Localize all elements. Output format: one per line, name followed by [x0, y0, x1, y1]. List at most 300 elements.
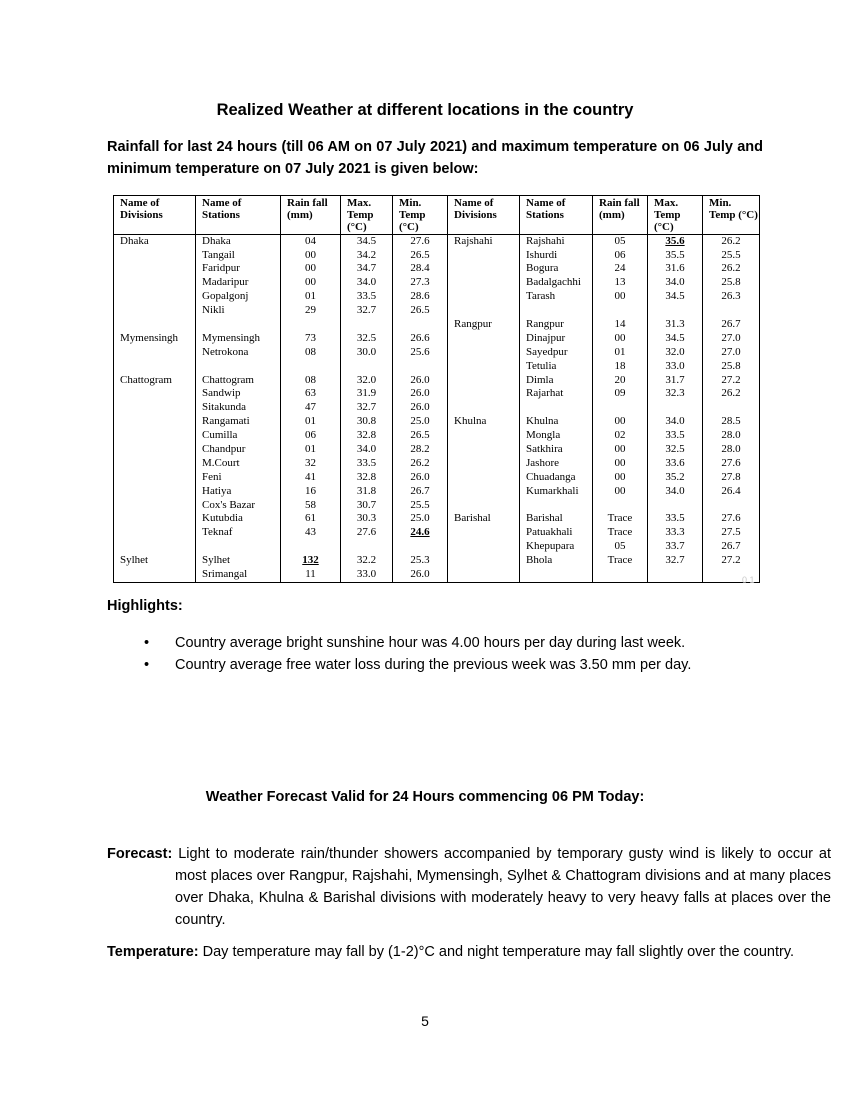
max-temp-cell: [648, 304, 703, 318]
page-number: 5: [421, 1013, 429, 1029]
station-cell: Khulna: [520, 415, 593, 429]
division-cell: [114, 471, 196, 485]
header-stations: Name of Stations: [196, 196, 281, 235]
max-temp-cell: [648, 568, 703, 583]
rainfall-cell: 61: [281, 512, 341, 526]
rainfall-cell: [593, 499, 648, 513]
min-temp-cell: 26.7: [393, 485, 448, 499]
max-temp-cell: 32.0: [341, 374, 393, 388]
station-cell: Netrokona: [196, 346, 281, 360]
rainfall-cell: [593, 568, 648, 583]
forecast-paragraph: [107, 843, 831, 931]
table-row: [114, 443, 760, 457]
station-cell: Gopalgonj: [196, 290, 281, 304]
min-temp-cell: 24.6: [393, 526, 448, 540]
max-temp-cell: 34.0: [341, 443, 393, 457]
rainfall-cell: 00: [593, 415, 648, 429]
min-temp-cell: 26.2: [393, 457, 448, 471]
station-cell: Sitakunda: [196, 401, 281, 415]
rainfall-cell: 09: [593, 387, 648, 401]
division-cell: [114, 512, 196, 526]
highlights-list: [140, 632, 691, 676]
max-temp-cell: 31.8: [341, 485, 393, 499]
max-temp-cell: [341, 318, 393, 332]
table-body: [114, 234, 760, 582]
division-cell: [114, 415, 196, 429]
station-cell: Tangail: [196, 249, 281, 263]
rainfall-cell: 32: [281, 457, 341, 471]
division-cell: [114, 443, 196, 457]
rainfall-cell: 01: [281, 290, 341, 304]
min-temp-cell: 28.0: [703, 429, 760, 443]
min-temp-cell: 26.2: [703, 387, 760, 401]
table-row: [114, 387, 760, 401]
max-temp-cell: 34.7: [341, 262, 393, 276]
station-cell: Nikli: [196, 304, 281, 318]
rainfall-cell: 29: [281, 304, 341, 318]
forecast-title: Weather Forecast Valid for 24 Hours commencing 06 PM Today:: [205, 789, 645, 805]
rainfall-cell: Trace: [593, 554, 648, 568]
min-temp-cell: 26.5: [393, 429, 448, 443]
rainfall-cell: 00: [281, 249, 341, 263]
table-row: [114, 360, 760, 374]
table-row: [114, 540, 760, 554]
min-temp-cell: 27.6: [703, 512, 760, 526]
division-cell: [448, 387, 520, 401]
station-cell: Rajarhat: [520, 387, 593, 401]
max-temp-cell: [341, 360, 393, 374]
max-temp-cell: 31.3: [648, 318, 703, 332]
rainfall-cell: 00: [593, 485, 648, 499]
division-cell: [114, 401, 196, 415]
table-row: [114, 290, 760, 304]
division-cell: [114, 429, 196, 443]
max-temp-cell: 32.5: [648, 443, 703, 457]
min-temp-cell: 27.0: [703, 332, 760, 346]
min-temp-cell: 25.8: [703, 360, 760, 374]
rainfall-cell: 73: [281, 332, 341, 346]
table-row: [114, 485, 760, 499]
min-temp-cell: 28.2: [393, 443, 448, 457]
rainfall-cell: 01: [281, 443, 341, 457]
table-row: [114, 526, 760, 540]
division-cell: [114, 568, 196, 583]
page-title: Realized Weather at different locations in the country: [216, 101, 634, 119]
station-cell: Dhaka: [196, 234, 281, 248]
min-temp-cell: 25.5: [703, 249, 760, 263]
station-cell: Srimangal: [196, 568, 281, 583]
station-cell: Chuadanga: [520, 471, 593, 485]
max-temp-cell: 33.5: [648, 512, 703, 526]
header-min-temp: Min. Temp (°C): [393, 196, 448, 235]
max-temp-cell: 33.5: [648, 429, 703, 443]
station-cell: Cumilla: [196, 429, 281, 443]
max-temp-cell: 30.0: [341, 346, 393, 360]
min-temp-cell: 26.7: [703, 540, 760, 554]
table-row: [114, 457, 760, 471]
highlight-item: • Country average free water loss during the previous week was 3.50 mm per day.: [140, 654, 691, 676]
min-temp-cell: 25.0: [393, 512, 448, 526]
bullet-icon: •: [144, 657, 150, 673]
max-temp-cell: 31.6: [648, 262, 703, 276]
rainfall-cell: 08: [281, 346, 341, 360]
max-temp-cell: 32.7: [341, 401, 393, 415]
division-cell: [448, 360, 520, 374]
rainfall-cell: 132: [281, 554, 341, 568]
forecast-label: Forecast:: [107, 846, 173, 862]
max-temp-cell: 34.5: [648, 290, 703, 304]
station-cell: [520, 499, 593, 513]
rainfall-cell: 20: [593, 374, 648, 388]
rainfall-cell: [281, 360, 341, 374]
table-row: [114, 276, 760, 290]
division-cell: [448, 443, 520, 457]
table-header-row: [114, 196, 760, 235]
division-cell: Rangpur: [448, 318, 520, 332]
division-cell: [448, 568, 520, 583]
min-temp-cell: 27.5: [703, 526, 760, 540]
max-temp-cell: 30.7: [341, 499, 393, 513]
min-temp-cell: 26.0: [393, 401, 448, 415]
station-cell: M.Court: [196, 457, 281, 471]
min-temp-cell: [393, 540, 448, 554]
rainfall-cell: Trace: [593, 526, 648, 540]
min-temp-cell: 27.2: [703, 554, 760, 568]
station-cell: Faridpur: [196, 262, 281, 276]
station-cell: Patuakhali: [520, 526, 593, 540]
table-row: [114, 332, 760, 346]
rainfall-cell: 18: [593, 360, 648, 374]
station-cell: Jashore: [520, 457, 593, 471]
table-row: [114, 304, 760, 318]
header-max-temp: Max. Temp (°C): [648, 196, 703, 235]
division-cell: [448, 429, 520, 443]
division-cell: [448, 249, 520, 263]
division-cell: [114, 318, 196, 332]
min-temp-cell: 27.8: [703, 471, 760, 485]
rainfall-cell: Trace: [593, 512, 648, 526]
station-cell: Chattogram: [196, 374, 281, 388]
table-row: [114, 512, 760, 526]
rainfall-cell: 06: [593, 249, 648, 263]
header-rainfall: Rain fall (mm): [281, 196, 341, 235]
bullet-icon: •: [144, 635, 150, 651]
rainfall-cell: 00: [593, 471, 648, 485]
header-divisions: Name of Divisions: [448, 196, 520, 235]
min-temp-cell: 26.0: [393, 471, 448, 485]
rainfall-cell: 00: [593, 443, 648, 457]
table-row: [114, 374, 760, 388]
max-temp-cell: 33.3: [648, 526, 703, 540]
station-cell: Hatiya: [196, 485, 281, 499]
division-cell: [114, 485, 196, 499]
division-cell: Chattogram: [114, 374, 196, 388]
header-stations: Name of Stations: [520, 196, 593, 235]
division-cell: [448, 276, 520, 290]
max-temp-cell: 33.7: [648, 540, 703, 554]
min-temp-cell: 27.6: [703, 457, 760, 471]
min-temp-cell: 26.0: [393, 568, 448, 583]
table-row: [114, 262, 760, 276]
max-temp-cell: 33.6: [648, 457, 703, 471]
division-cell: [114, 499, 196, 513]
min-temp-cell: 26.0: [393, 374, 448, 388]
table-row: [114, 568, 760, 583]
max-temp-cell: [341, 540, 393, 554]
station-cell: Kutubdia: [196, 512, 281, 526]
division-cell: Rajshahi: [448, 234, 520, 248]
min-temp-cell: 25.5: [393, 499, 448, 513]
max-temp-cell: 32.8: [341, 429, 393, 443]
rainfall-cell: 14: [593, 318, 648, 332]
station-cell: [196, 360, 281, 374]
header-rainfall: Rain fall (mm): [593, 196, 648, 235]
station-cell: [196, 318, 281, 332]
max-temp-cell: 32.8: [341, 471, 393, 485]
max-temp-cell: 33.0: [648, 360, 703, 374]
rainfall-cell: 24: [593, 262, 648, 276]
table-row: [114, 499, 760, 513]
max-temp-cell: 32.2: [341, 554, 393, 568]
division-cell: [114, 290, 196, 304]
division-cell: [114, 249, 196, 263]
max-temp-cell: [648, 499, 703, 513]
division-cell: Dhaka: [114, 234, 196, 248]
max-temp-cell: 33.0: [341, 568, 393, 583]
station-cell: [520, 304, 593, 318]
table-row: [114, 346, 760, 360]
min-temp-cell: [703, 401, 760, 415]
station-cell: Chandpur: [196, 443, 281, 457]
rainfall-cell: 13: [593, 276, 648, 290]
division-cell: [448, 262, 520, 276]
division-cell: [448, 401, 520, 415]
division-cell: [448, 554, 520, 568]
max-temp-cell: 33.5: [341, 290, 393, 304]
rainfall-cell: 05: [593, 234, 648, 248]
division-cell: [114, 276, 196, 290]
temperature-label: Temperature:: [107, 944, 199, 960]
min-temp-cell: 28.5: [703, 415, 760, 429]
division-cell: [448, 499, 520, 513]
max-temp-cell: 34.5: [648, 332, 703, 346]
division-cell: Mymensingh: [114, 332, 196, 346]
table-row: [114, 415, 760, 429]
station-cell: Teknaf: [196, 526, 281, 540]
division-cell: [114, 387, 196, 401]
temperature-paragraph: [107, 941, 850, 963]
min-temp-cell: 26.5: [393, 304, 448, 318]
station-cell: Sylhet: [196, 554, 281, 568]
station-cell: Satkhira: [520, 443, 593, 457]
min-temp-cell: 28.4: [393, 262, 448, 276]
division-cell: [114, 540, 196, 554]
station-cell: Bhola: [520, 554, 593, 568]
division-cell: [114, 346, 196, 360]
rainfall-cell: 11: [281, 568, 341, 583]
min-temp-cell: 27.0: [703, 346, 760, 360]
max-temp-cell: 35.2: [648, 471, 703, 485]
rainfall-cell: 58: [281, 499, 341, 513]
station-cell: Sayedpur: [520, 346, 593, 360]
rainfall-cell: 01: [281, 415, 341, 429]
min-temp-cell: [393, 318, 448, 332]
division-cell: [114, 262, 196, 276]
division-cell: [448, 304, 520, 318]
max-temp-cell: 31.9: [341, 387, 393, 401]
min-temp-cell: 26.2: [703, 262, 760, 276]
min-temp-cell: 26.6: [393, 332, 448, 346]
rainfall-cell: [281, 318, 341, 332]
station-cell: Mymensingh: [196, 332, 281, 346]
table-row: [114, 554, 760, 568]
min-temp-cell: 27.2: [703, 374, 760, 388]
station-cell: Kumarkhali: [520, 485, 593, 499]
rainfall-cell: 08: [281, 374, 341, 388]
rainfall-cell: [281, 540, 341, 554]
min-temp-cell: 25.8: [703, 276, 760, 290]
division-cell: Barishal: [448, 512, 520, 526]
station-cell: Madaripur: [196, 276, 281, 290]
table-row: [114, 429, 760, 443]
division-cell: [448, 471, 520, 485]
rainfall-cell: 41: [281, 471, 341, 485]
min-temp-cell: 25.0: [393, 415, 448, 429]
intro-paragraph: Rainfall for last 24 hours (till 06 AM on 07 July 2021) and maximum temperature on 06 July and minimum temperature on 07 July 2021 is given below:: [107, 139, 763, 177]
rainfall-cell: [593, 304, 648, 318]
station-cell: Dimla: [520, 374, 593, 388]
station-cell: Khepupara: [520, 540, 593, 554]
table-row: [114, 249, 760, 263]
max-temp-cell: 34.0: [341, 276, 393, 290]
temperature-text: Day temperature may fall by (1-2)°C and night temperature may fall slightly over the country.: [202, 944, 795, 960]
rainfall-cell: 00: [593, 290, 648, 304]
division-cell: [114, 526, 196, 540]
min-temp-cell: 26.5: [393, 249, 448, 263]
max-temp-cell: 34.0: [648, 276, 703, 290]
division-cell: Khulna: [448, 415, 520, 429]
max-temp-cell: 34.5: [341, 234, 393, 248]
min-temp-cell: [703, 499, 760, 513]
faint-mark: 0 1: [742, 575, 755, 585]
min-temp-cell: [703, 304, 760, 318]
rainfall-cell: [593, 401, 648, 415]
station-cell: Rangpur: [520, 318, 593, 332]
min-temp-cell: 28.0: [703, 443, 760, 457]
min-temp-cell: 26.2: [703, 234, 760, 248]
division-cell: [448, 332, 520, 346]
header-divisions: Name of Divisions: [114, 196, 196, 235]
max-temp-cell: 30.8: [341, 415, 393, 429]
rainfall-cell: 16: [281, 485, 341, 499]
station-cell: Barishal: [520, 512, 593, 526]
division-cell: [448, 374, 520, 388]
table-row: [114, 318, 760, 332]
min-temp-cell: 28.6: [393, 290, 448, 304]
max-temp-cell: 31.7: [648, 374, 703, 388]
station-cell: Ishurdi: [520, 249, 593, 263]
max-temp-cell: [648, 401, 703, 415]
division-cell: [448, 290, 520, 304]
min-temp-cell: [393, 360, 448, 374]
station-cell: Tarash: [520, 290, 593, 304]
station-cell: Mongla: [520, 429, 593, 443]
max-temp-cell: 35.5: [648, 249, 703, 263]
max-temp-cell: 34.0: [648, 485, 703, 499]
station-cell: Cox's Bazar: [196, 499, 281, 513]
rainfall-cell: 06: [281, 429, 341, 443]
station-cell: Feni: [196, 471, 281, 485]
realized-weather-table: [113, 195, 760, 583]
header-max-temp: Max. Temp (°C): [341, 196, 393, 235]
station-cell: Bogura: [520, 262, 593, 276]
max-temp-cell: 32.7: [341, 304, 393, 318]
max-temp-cell: 32.7: [648, 554, 703, 568]
rainfall-cell: 00: [593, 332, 648, 346]
max-temp-cell: 34.0: [648, 415, 703, 429]
table-row: [114, 401, 760, 415]
division-cell: [114, 457, 196, 471]
min-temp-cell: 25.3: [393, 554, 448, 568]
division-cell: [448, 457, 520, 471]
division-cell: [448, 346, 520, 360]
rainfall-cell: 04: [281, 234, 341, 248]
min-temp-cell: 26.3: [703, 290, 760, 304]
station-cell: Rajshahi: [520, 234, 593, 248]
station-cell: Dinajpur: [520, 332, 593, 346]
min-temp-cell: 27.3: [393, 276, 448, 290]
rainfall-cell: 00: [281, 276, 341, 290]
rainfall-cell: 00: [593, 457, 648, 471]
highlight-item: • Country average bright sunshine hour was 4.00 hours per day during last week.: [140, 632, 691, 654]
station-cell: Rangamati: [196, 415, 281, 429]
max-temp-cell: 32.0: [648, 346, 703, 360]
max-temp-cell: 35.6: [648, 234, 703, 248]
table-row: [114, 471, 760, 485]
rainfall-cell: 63: [281, 387, 341, 401]
division-cell: [448, 540, 520, 554]
max-temp-cell: 32.5: [341, 332, 393, 346]
max-temp-cell: 32.3: [648, 387, 703, 401]
table-row: [114, 234, 760, 248]
rainfall-cell: 47: [281, 401, 341, 415]
rainfall-cell: 00: [281, 262, 341, 276]
max-temp-cell: 27.6: [341, 526, 393, 540]
header-min-temp: Min. Temp (°C): [703, 196, 760, 235]
division-cell: Sylhet: [114, 554, 196, 568]
rainfall-cell: 05: [593, 540, 648, 554]
min-temp-cell: 26.4: [703, 485, 760, 499]
station-cell: [520, 401, 593, 415]
station-cell: [196, 540, 281, 554]
division-cell: [114, 360, 196, 374]
max-temp-cell: 33.5: [341, 457, 393, 471]
division-cell: [448, 526, 520, 540]
min-temp-cell: 26.0: [393, 387, 448, 401]
forecast-text: Light to moderate rain/thunder showers accompanied by temporary gusty wind is likely to occur at most places over Rangpur, Rajshahi, Mymensingh, Sylhet & Chattogram divisions and at many places over Dhaka, Khulna & Barishal divisions with moderately heavy to very heavy falls at places over the country.: [175, 846, 832, 928]
rainfall-cell: 02: [593, 429, 648, 443]
rainfall-cell: 43: [281, 526, 341, 540]
station-cell: Sandwip: [196, 387, 281, 401]
min-temp-cell: 26.7: [703, 318, 760, 332]
rainfall-cell: 01: [593, 346, 648, 360]
min-temp-cell: 25.6: [393, 346, 448, 360]
station-cell: Badalgachhi: [520, 276, 593, 290]
division-cell: [114, 304, 196, 318]
division-cell: [448, 485, 520, 499]
highlights-title: Highlights:: [107, 598, 183, 614]
max-temp-cell: 34.2: [341, 249, 393, 263]
